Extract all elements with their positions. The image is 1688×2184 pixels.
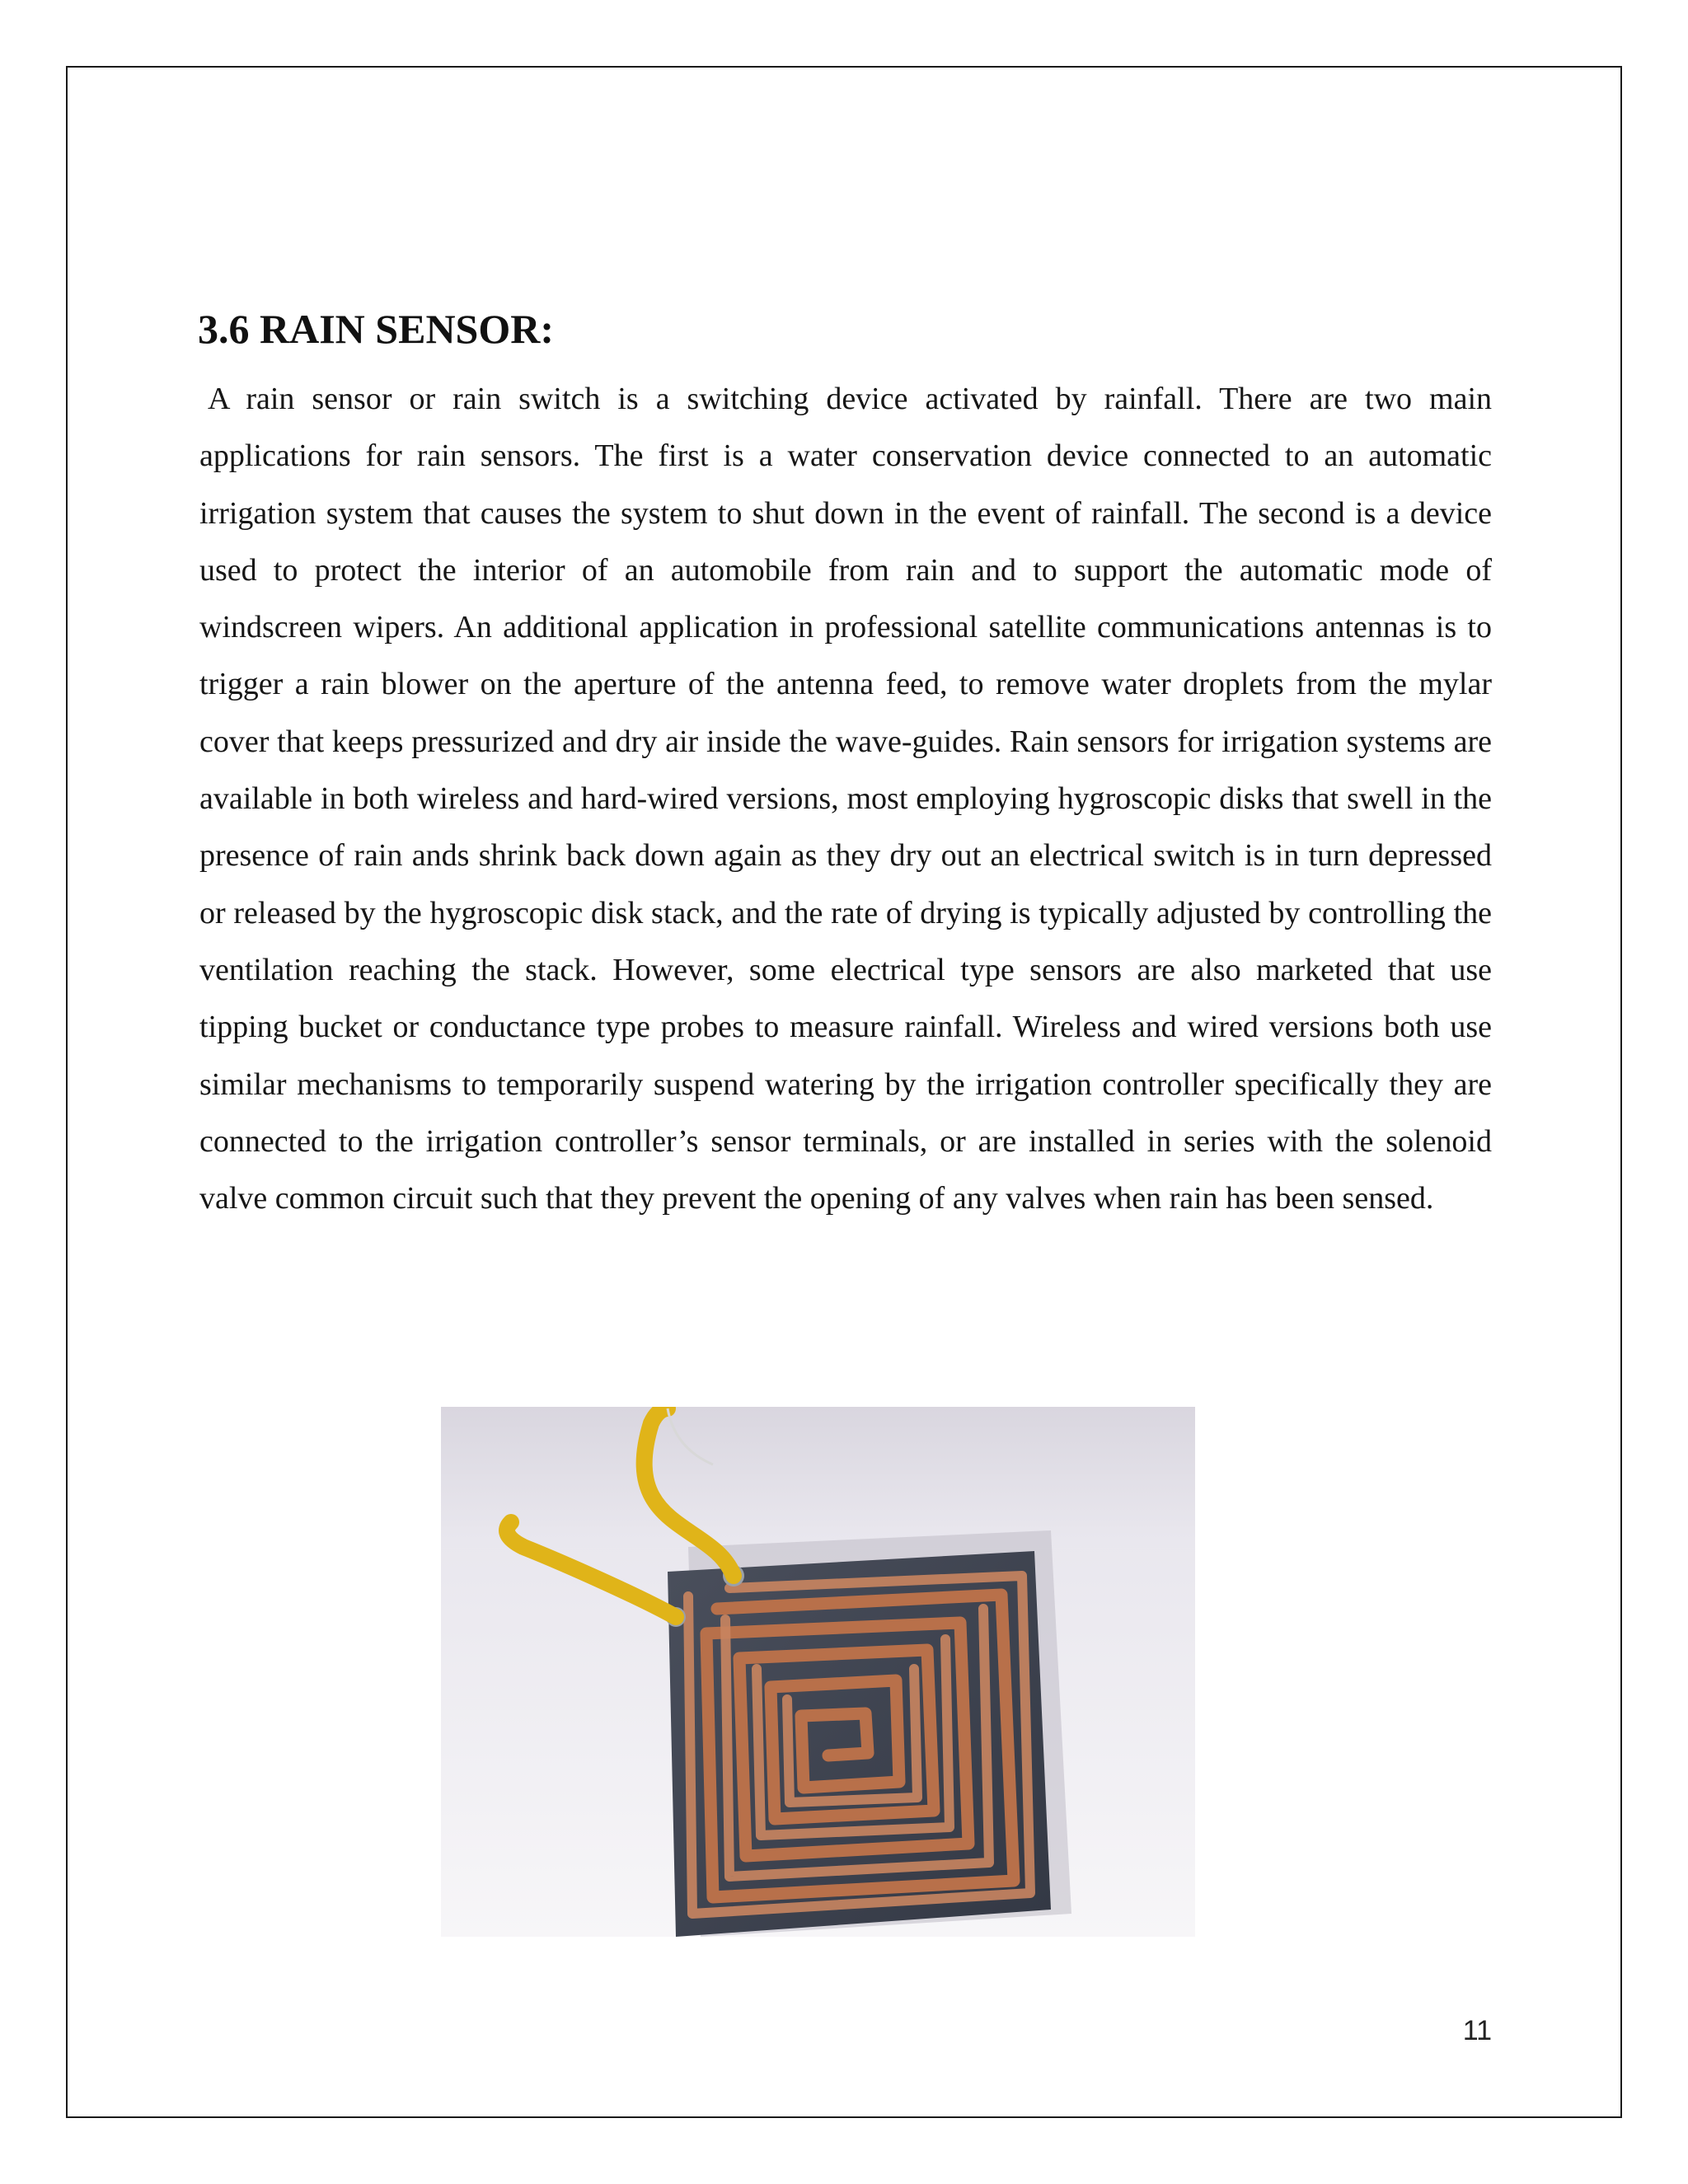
rain-sensor-photo bbox=[441, 1407, 1195, 1937]
rain-sensor-illustration bbox=[441, 1407, 1195, 1937]
section-heading: 3.6 RAIN SENSOR: bbox=[198, 306, 555, 352]
page-number: 11 bbox=[1462, 2015, 1492, 2046]
section-body-text: A rain sensor or rain switch is a switching device activated by rainfall. There are two main applications for rain sensors. The first is a water conservation device connected to an automatic irrigation system that causes the system to shut down in the event of rainfall. The second is a device used to protect the interior of an automobile from rain and to support the automatic mode of windscreen wipers. An additional application in professional satellite communications antennas is to trigger a rain blower on the aperture of the antenna feed, to remove water droplets from the mylar cover that keeps pressurized and dry air inside the wave-guides. Rain sensors for irrigation systems are available in both wireless and hard-wired versions, most employing hygroscopic disks that swell in the presence of rain ands shrink back down again as they dry out an electrical switch is in turn depressed or released by the hygroscopic disk stack, and the rate of drying is typically adjusted by controlling the ventilation reaching the stack. However, some electrical type sensors are also marketed that use tipping bucket or conductance type probes to measure rainfall. Wireless and wired versions both use similar mechanisms to temporarily suspend watering by the irrigation controller specifically they are connected to the irrigation controller’s sensor terminals, or are installed in series with the solenoid valve common circuit such that they prevent the opening of any valves when rain has been sensed. bbox=[199, 382, 1492, 1216]
